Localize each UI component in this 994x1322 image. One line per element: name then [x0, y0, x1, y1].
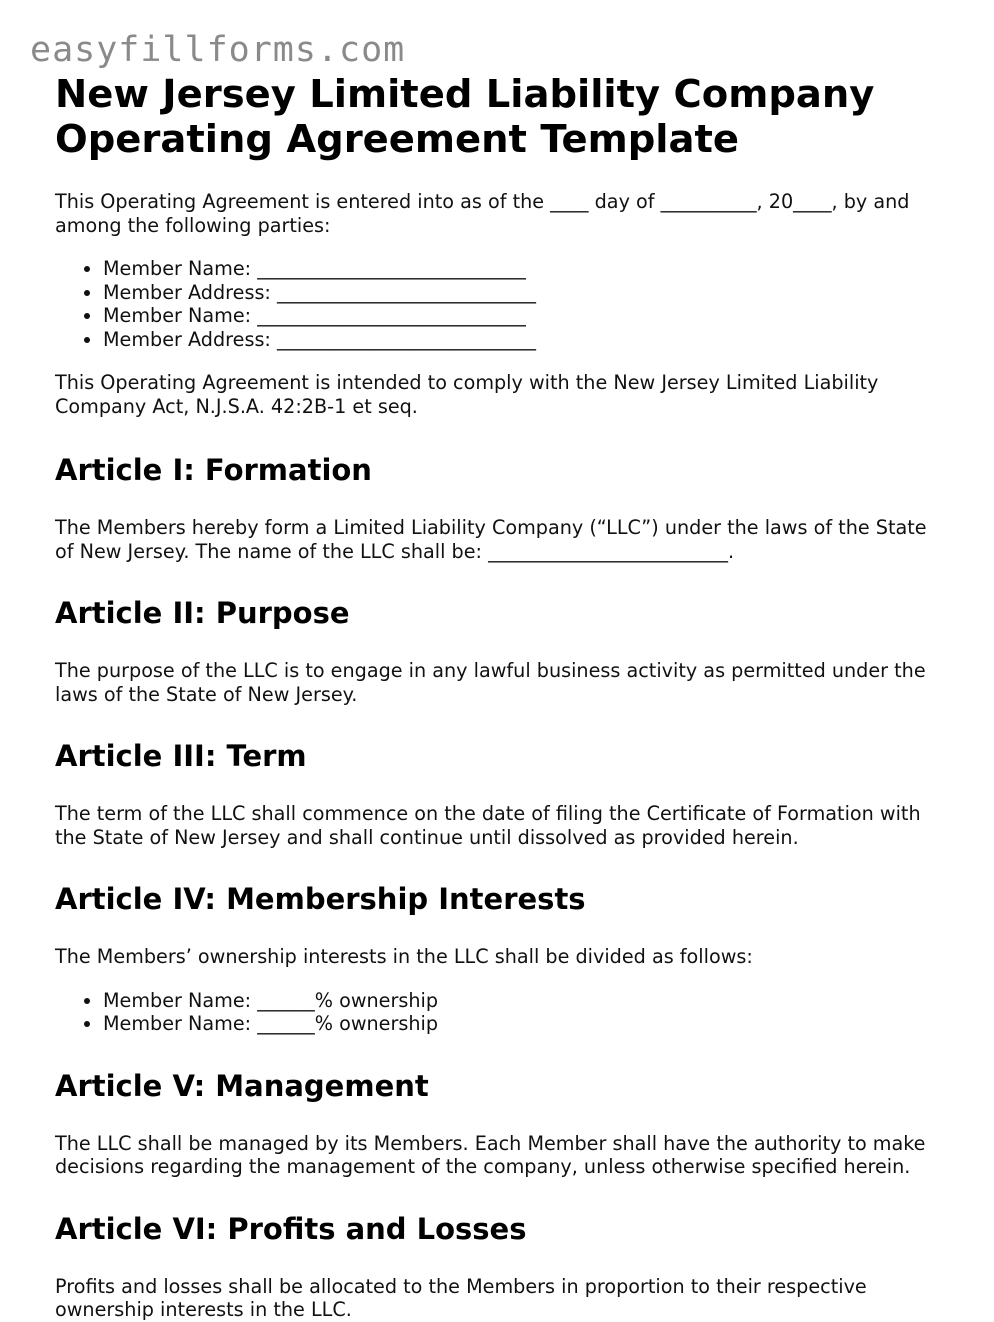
page-title: New Jersey Limited Liability Company Operating Agreement Template — [55, 72, 875, 162]
ownership-list — [55, 989, 945, 1036]
article-heading: Article V: Management — [55, 1068, 429, 1103]
article-text: The Members hereby form a Limited Liability Company (“LLC”) under the laws of the State of New Jersey. The name of the LLC shall be: _________________________. — [55, 516, 927, 563]
article-heading: Article IV: Membership Interests — [55, 882, 586, 916]
compliance-paragraph: This Operating Agreement is intended to comply with the New Jersey Limited Liability Company Act, N.J.S.A. 42:2B-1 et seq. — [55, 371, 879, 418]
article-heading: Article VI: Profits and Losses — [55, 1211, 527, 1246]
article-heading: Article II: Purpose — [55, 596, 350, 630]
list-item: • Member Name: ____________________________ — [103, 257, 945, 281]
list-item: • Member Name: ____________________________ — [103, 304, 945, 328]
article-profits-losses — [55, 1211, 945, 1322]
list-item: • Member Address: ___________________________ — [103, 281, 945, 305]
article-management — [55, 1068, 945, 1179]
list-item: • Member Name: ______% ownership — [103, 989, 945, 1013]
list-item: • Member Name: ______% ownership — [103, 1012, 945, 1036]
intro-paragraph: This Operating Agreement is entered into as of the ____ day of __________, 20____, by and among the following parties: — [55, 190, 910, 237]
site-watermark: easyfillforms.com — [30, 30, 406, 70]
list-item: • Member Address: ___________________________ — [103, 328, 945, 352]
article-heading: Article I: Formation — [55, 453, 372, 487]
document-page — [55, 72, 945, 1322]
article-term — [55, 738, 945, 849]
article-formation — [55, 452, 945, 563]
article-purpose — [55, 595, 945, 706]
article-membership-interests — [55, 881, 945, 1036]
article-text: The term of the LLC shall commence on the date of filing the Certificate of Formation with the State of New Jersey and shall continue until dissolved as provided herein. — [55, 802, 921, 849]
article-text: The purpose of the LLC is to engage in any lawful business activity as permitted under the laws of the State of New Jersey. — [55, 659, 926, 706]
article-text: Profits and losses shall be allocated to the Members in proportion to their respective ownership interests in the LLC. — [55, 1274, 867, 1321]
article-heading: Article III: Term — [55, 739, 307, 773]
article-text: The LLC shall be managed by its Members. Each Member shall have the authority to make decisions regarding the management of the company, unless otherwise specified herein. — [55, 1131, 926, 1178]
parties-list — [55, 257, 945, 351]
article-text: The Members’ ownership interests in the LLC shall be divided as follows: — [55, 945, 753, 968]
